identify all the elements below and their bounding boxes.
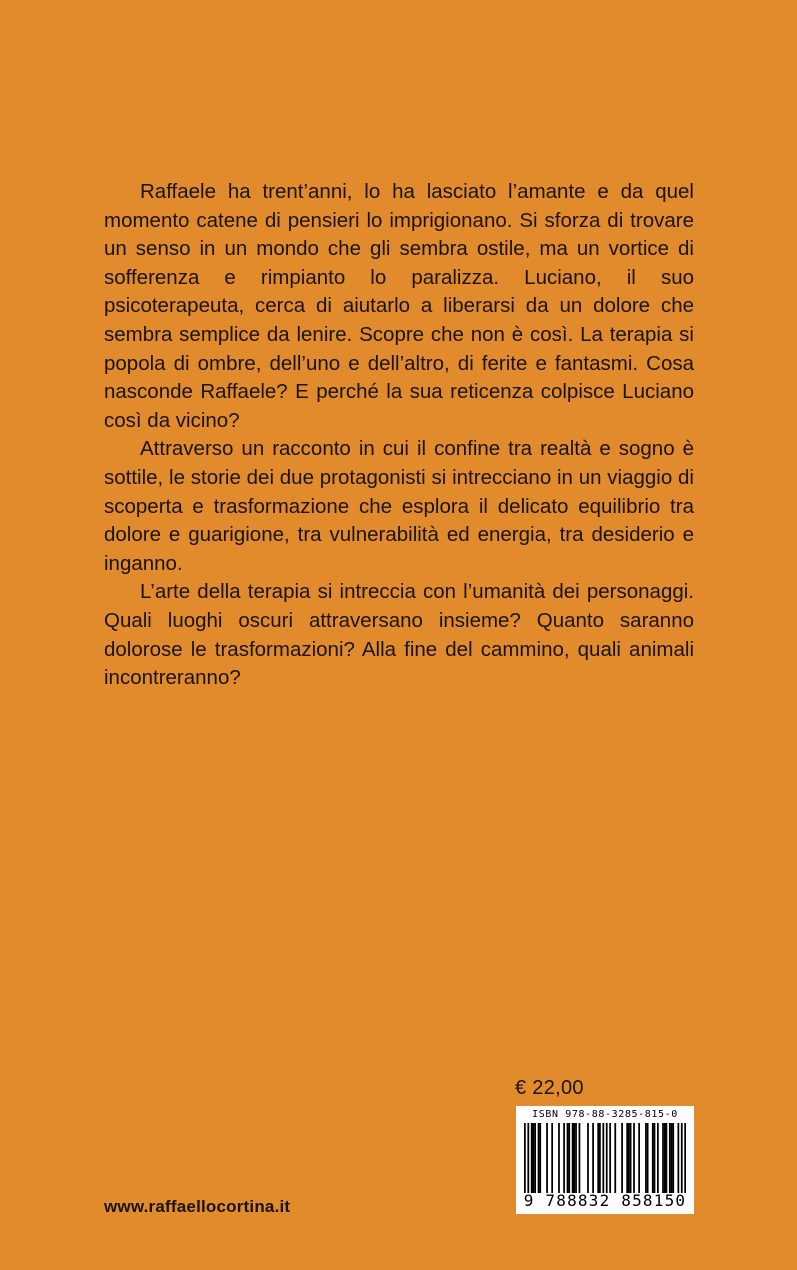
barcode-bar [609, 1123, 611, 1193]
barcode-bar [633, 1123, 635, 1193]
barcode-bar [597, 1123, 599, 1193]
barcode-bar [666, 1123, 668, 1193]
barcode-bar [573, 1123, 575, 1193]
barcode-bar [563, 1123, 565, 1193]
publisher-website: www.raffaellocortina.it [104, 1197, 291, 1216]
barcode-bar [575, 1123, 577, 1193]
barcode-bar [684, 1123, 686, 1193]
barcode-bar [546, 1123, 548, 1193]
barcode-bar [567, 1123, 569, 1193]
barcode-bar [524, 1123, 526, 1193]
barcode-bar [664, 1123, 666, 1193]
barcode-bar [626, 1123, 628, 1193]
barcode-bar [568, 1123, 570, 1193]
barcode-bar [533, 1123, 535, 1193]
barcode-bar [602, 1123, 604, 1193]
back-cover-blurb [104, 178, 694, 693]
barcode-bar [587, 1123, 589, 1193]
price-label: € 22,00 [515, 1077, 584, 1099]
barcode-bar [672, 1123, 674, 1193]
barcode-bar [551, 1123, 553, 1193]
blurb-paragraph-1: Raffaele ha trent’anni, lo ha lasciato l’amante e da quel momento catene di pensieri lo imprigionano. Si sforza di trovare un senso in un mondo che gli sembra ostile, ma un vortice di sofferenza e rimpianto lo paralizza. Luciano, il suo psicoterapeuta, cerca di aiutarlo a liberarsi da un dolore che sembra semplice da lenire. Scopre che non è così. La terapia si popola di ombre, dell’uno e dell’altro, di ferite e fantasmi. Cosa nasconde Raffaele? E perché la sua reticenza colpisce Luciano così da vicino? [104, 180, 694, 432]
barcode-bar [628, 1123, 630, 1193]
barcode-bar [531, 1123, 533, 1193]
ean-digits: 9 788832 858150 [523, 1191, 687, 1210]
barcode-bar [614, 1123, 616, 1193]
barcode-bar [558, 1123, 560, 1193]
isbn-label: ISBN 978-88-3285-815-0 [532, 1109, 678, 1120]
barcode-bar [669, 1123, 671, 1193]
isbn-barcode [516, 1106, 694, 1214]
barcode-bar [657, 1123, 659, 1193]
barcode-bar [681, 1123, 683, 1193]
blurb-paragraph-2: Attraverso un racconto in cui il confine tra realtà e sogno è sottile, le storie dei due protagonisti si intrecciano in un viaggio di scoperta e trasformazione che esplora il delicato equilibrio tra dolore e guarigione, tra vulnerabilità ed energia, tra desiderio e inganno. [104, 437, 694, 575]
barcode-bar [654, 1123, 656, 1193]
barcode-bar [606, 1123, 608, 1193]
barcode-bar [671, 1123, 673, 1193]
barcode-bar [677, 1123, 679, 1193]
barcode-bar [645, 1123, 647, 1193]
barcode-bar [638, 1123, 640, 1193]
barcode-bar [572, 1123, 574, 1193]
barcode-bar [599, 1123, 601, 1193]
barcode-bar [579, 1123, 581, 1193]
barcode-bar [538, 1123, 540, 1193]
barcode-bar [621, 1123, 623, 1193]
barcode-bar [539, 1123, 541, 1193]
barcode-bar [662, 1123, 664, 1193]
barcode-bar [527, 1123, 529, 1193]
barcode-bar [534, 1123, 536, 1193]
blurb-paragraph-3: L’arte della terapia si intreccia con l’umanità dei personaggi. Quali luoghi oscuri attraversano insieme? Quanto saranno dolorose le trasformazioni? Alla fine del cammino, quali animali incontreranno? [104, 580, 694, 690]
barcode-bar [592, 1123, 594, 1193]
barcode-bar [647, 1123, 649, 1193]
barcode-bars [524, 1123, 686, 1193]
barcode-bar [652, 1123, 654, 1193]
barcode-bar [630, 1123, 632, 1193]
